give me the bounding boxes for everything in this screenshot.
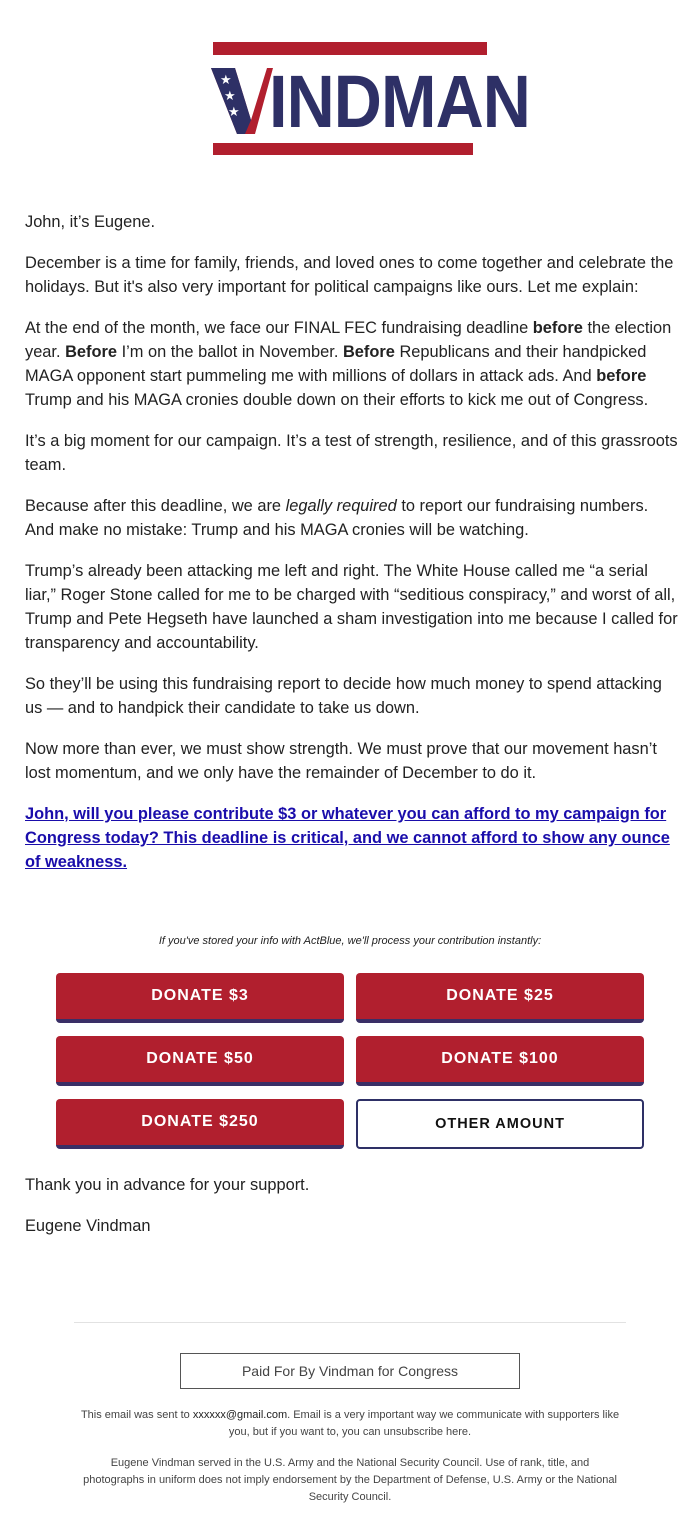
paragraph-deadline: At the end of the month, we face our FINAL FEC fundraising deadline before the election year. Before I’m on the ballot in November. Before Republicans and their handpicked MAGA opponent start pummeling me with millions of dollars in attack ads. And before Trump and his MAGA cronies double down on their efforts to kick me out of Congress. — [25, 319, 672, 409]
donate-100-button[interactable]: DONATE $100 — [356, 1036, 644, 1086]
email-notice: This email was sent to xxxxxx@gmail.com. Email is a very important way we communicate with supporters like you, but if you want to, you can unsubscribe here. — [80, 1409, 620, 1438]
logo-bottom-stripe — [213, 143, 473, 155]
paragraph-legally-required: Because after this deadline, we are legally required to report our fundraising numbers. And make no mistake: Trump and his MAGA cronies will be watching. — [25, 497, 649, 539]
cta-paragraph — [25, 802, 680, 874]
svg-text:★: ★ — [220, 73, 232, 88]
closing-thanks: Thank you in advance for your support. — [25, 1176, 310, 1194]
svg-text:★: ★ — [224, 89, 236, 104]
vindman-logo — [211, 42, 530, 154]
paragraph-show-strength: Now more than ever, we must show strength. We must prove that our movement hasn’t lost momentum, and we only have the remainder of December to do it. — [25, 740, 657, 782]
logo-wordmark: INDMAN — [269, 60, 530, 143]
disclaimer: Eugene Vindman served in the U.S. Army and the National Security Council. Use of rank, title, and photographs in uniform does not imply endorsement by the Department of Defense, U.S. Army or the National Security Council. — [83, 1457, 617, 1503]
donate-50-button[interactable]: DONATE $50 — [56, 1036, 344, 1086]
logo-top-stripe — [213, 42, 487, 55]
other-amount-button[interactable]: OTHER AMOUNT — [356, 1099, 644, 1149]
greeting: John, it’s Eugene. — [25, 213, 156, 231]
paragraph-holidays: December is a time for family, friends, and loved ones to come together and celebrate the holidays. But it's also very important for political campaigns like ours. Let me explain: — [25, 254, 674, 296]
paragraph-attacks: Trump’s already been attacking me left and right. The White House called me “a serial liar,” Roger Stone called for me to be charged with “seditious conspiracy,” and worst of all, Trump and Pete Hegseth have launched a sham investigation into me because I called for transparency and accountability. — [25, 562, 678, 652]
donate-250-button[interactable]: DONATE $250 — [56, 1099, 344, 1149]
donate-25-button[interactable]: DONATE $25 — [356, 973, 644, 1023]
signature: Eugene Vindman — [25, 1217, 151, 1235]
logo-v-stars-icon — [211, 68, 273, 134]
paragraph-big-moment: It’s a big moment for our campaign. It’s a test of strength, resilience, and of this grassroots team. — [25, 432, 678, 474]
email-body — [25, 210, 680, 874]
paragraph-fundraising-report: So they’ll be using this fundraising report to decide how much money to spend attacking us — and to handpick their candidate to take us down. — [25, 675, 662, 717]
cta-contribute-link[interactable]: John, will you please contribute $3 or whatever you can afford to my campaign for Congress today? This deadline is critical, and we cannot afford to show any ounce of weakness. — [25, 805, 670, 871]
donate-3-button[interactable]: DONATE $3 — [56, 973, 344, 1023]
unsubscribe-link[interactable]: unsubscribe here — [383, 1426, 469, 1438]
footer-divider — [74, 1322, 626, 1323]
recipient-email: xxxxxx@gmail.com — [192, 1409, 288, 1421]
paid-for-box: Paid For By Vindman for Congress — [180, 1353, 520, 1389]
svg-text:★: ★ — [228, 105, 240, 120]
actblue-note: If you've stored your info with ActBlue, we'll process your contribution instantly: — [158, 935, 542, 947]
